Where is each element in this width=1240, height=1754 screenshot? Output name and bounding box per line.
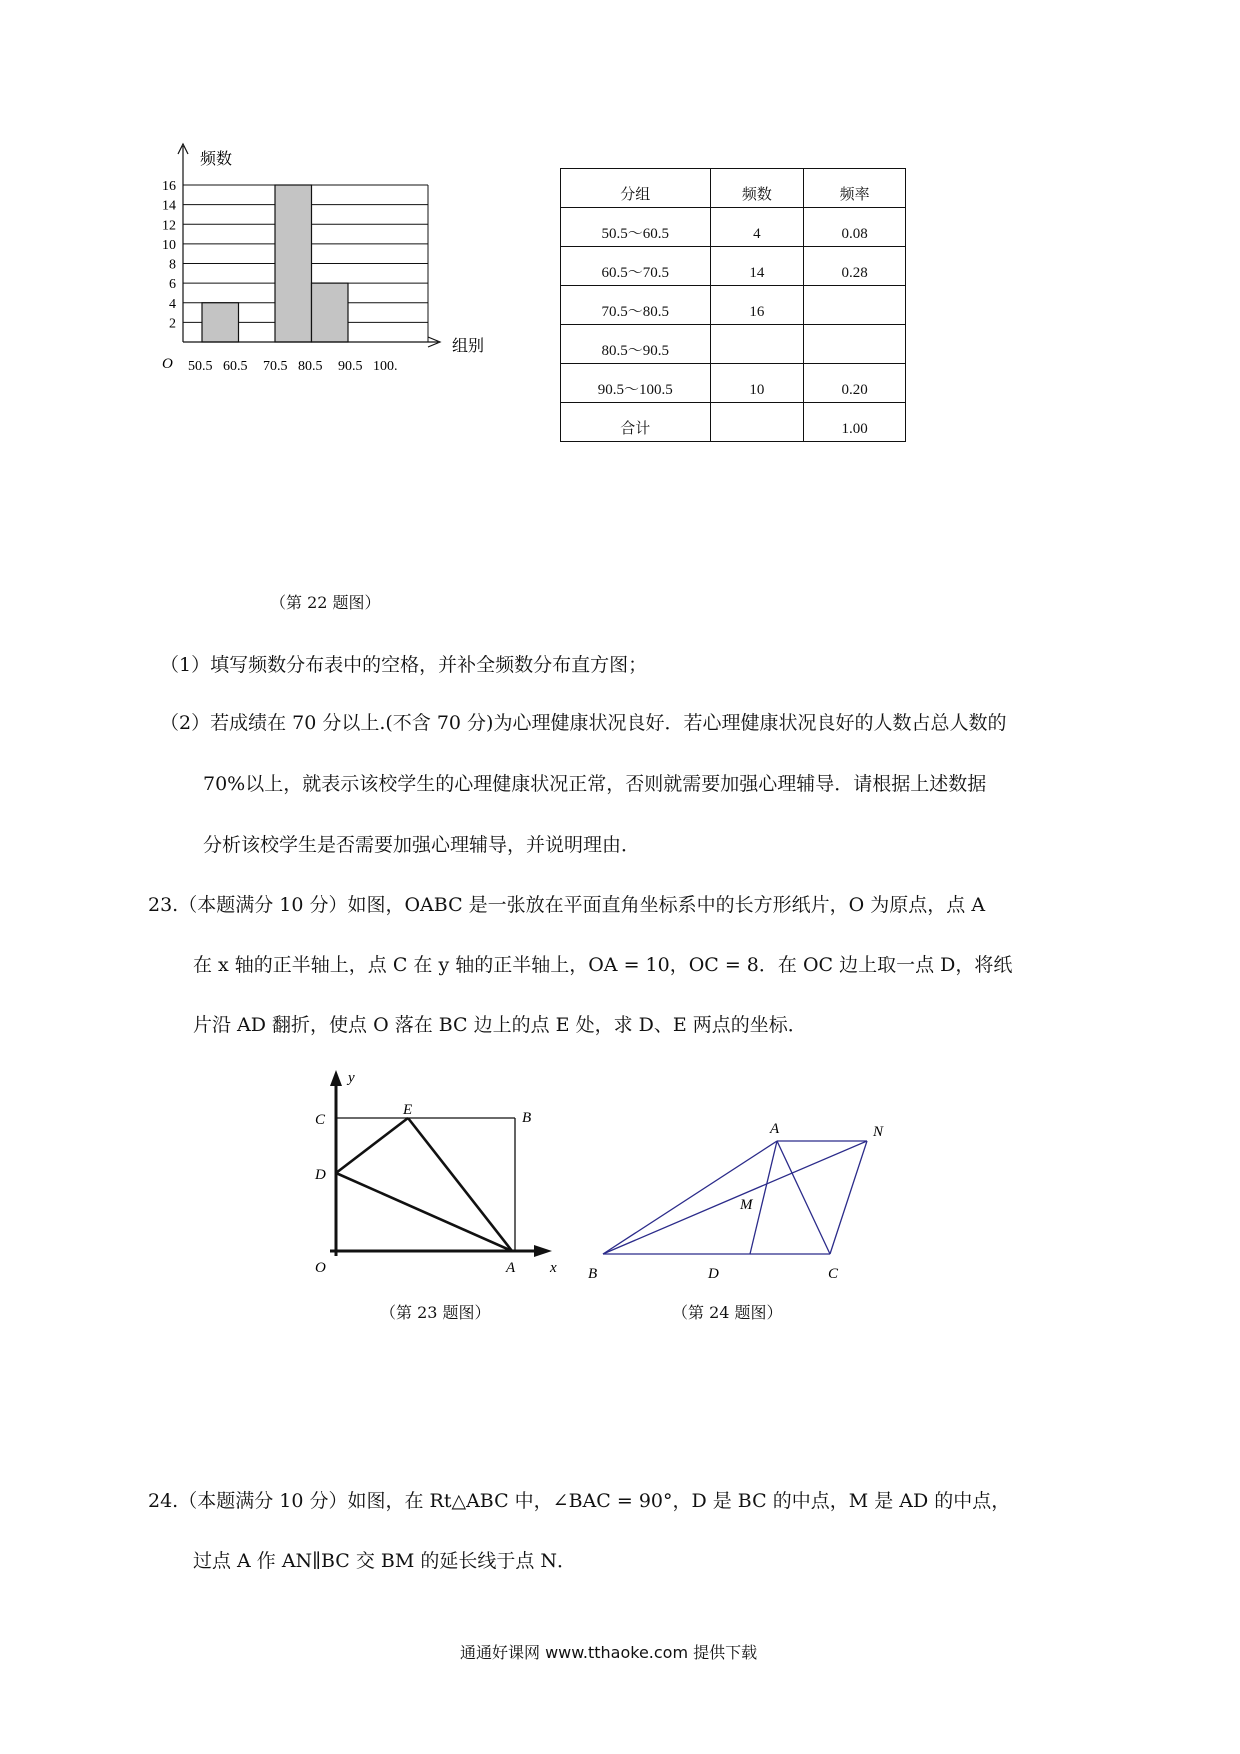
y-tick-label: 8 xyxy=(169,257,176,273)
x-tick-label: 90.5 xyxy=(338,359,363,374)
fig22-caption: （第 22 题图） xyxy=(270,593,381,612)
table-cell: 80.5～90.5 xyxy=(561,325,711,364)
fig23-caption: （第 23 题图） xyxy=(380,1303,491,1322)
x-tick-label: 80.5 xyxy=(298,359,323,374)
fig24-label-n: N xyxy=(873,1124,884,1140)
fig24-label-d: D xyxy=(708,1266,719,1282)
table-cell: 90.5～100.5 xyxy=(561,364,711,403)
x-tick-label: 70.5 xyxy=(263,359,288,374)
histogram-bar xyxy=(312,283,349,342)
frequency-table xyxy=(560,168,906,442)
table-cell: 16 xyxy=(710,286,804,325)
y-tick-label: 16 xyxy=(162,179,176,194)
fig24-caption: （第 24 题图） xyxy=(672,1303,783,1322)
table-cell: 50.5～60.5 xyxy=(561,208,711,247)
x-tick-label: 100. xyxy=(373,359,398,374)
table-row xyxy=(561,364,906,403)
table-cell: 60.5～70.5 xyxy=(561,247,711,286)
fig24-label-a: A xyxy=(770,1121,780,1137)
y-tick-label: 4 xyxy=(169,296,176,312)
table-header-cell: 频数 xyxy=(710,169,804,208)
table-header-row xyxy=(561,169,906,208)
table-cell: 14 xyxy=(710,247,804,286)
table-cell: 70.5～80.5 xyxy=(561,286,711,325)
q24-line2: 过点 A 作 AN∥BC 交 BM 的延长线于点 N． xyxy=(193,1550,577,1572)
table-header-cell: 频率 xyxy=(804,169,906,208)
page-footer: 通通好课网 www.tthaoke.com 提供下载 xyxy=(460,1643,758,1662)
y-axis-label: 频数 xyxy=(200,151,233,168)
table-cell: 合计 xyxy=(561,403,711,442)
x-tick-label: 60.5 xyxy=(223,359,248,374)
q22-part2-line2: 70%以上，就表示该校学生的心理健康状况正常，否则就需要加强心理辅导．请根据上述数据 xyxy=(203,773,987,795)
q22-part1: （1）填写频数分布表中的空格，并补全频数分布直方图； xyxy=(160,654,648,676)
table-header-cell: 分组 xyxy=(561,169,711,208)
fig24-triangle xyxy=(580,1114,900,1289)
frequency-histogram xyxy=(160,140,560,420)
x-axis-label: 组别 xyxy=(452,338,485,355)
fig23-label-a: A xyxy=(506,1260,516,1276)
histogram-bar xyxy=(202,303,239,342)
table-row xyxy=(561,325,906,364)
y-tick-label: 2 xyxy=(169,316,176,332)
y-tick-label: 14 xyxy=(162,198,176,214)
table-cell xyxy=(804,325,906,364)
fig23-label-y: y xyxy=(348,1070,355,1086)
table-cell: 0.20 xyxy=(804,364,906,403)
table-cell xyxy=(804,286,906,325)
q24-line1: 24.（本题满分 10 分）如图，在 Rt△ABC 中，∠BAC = 90°，D 是 BC 的中点，M 是 AD 的中点， xyxy=(148,1490,1011,1512)
table-cell xyxy=(710,325,804,364)
fig24-label-b: B xyxy=(588,1266,598,1282)
y-tick-label: 10 xyxy=(162,237,176,253)
y-tick-label: 12 xyxy=(162,218,176,234)
table-cell: 0.28 xyxy=(804,247,906,286)
fig23-label-d: D xyxy=(315,1167,326,1183)
table-cell: 0.08 xyxy=(804,208,906,247)
fig23-label-b: B xyxy=(522,1110,532,1126)
table-cell xyxy=(710,403,804,442)
y-tick-label: 6 xyxy=(169,277,176,293)
q23-line2: 在 x 轴的正半轴上，点 C 在 y 轴的正半轴上，OA = 10，OC = 8．在 OC 边上取一点 D，将纸 xyxy=(193,954,1013,976)
fig23-label-c: C xyxy=(315,1112,326,1128)
x-tick-label: 50.5 xyxy=(188,359,213,374)
table-row xyxy=(561,208,906,247)
fig23-label-o: O xyxy=(315,1260,326,1276)
fig24-label-c: C xyxy=(828,1266,839,1282)
table-cell: 4 xyxy=(710,208,804,247)
table-cell: 10 xyxy=(710,364,804,403)
q23-line1: 23.（本题满分 10 分）如图，OABC 是一张放在平面直角坐标系中的长方形纸片，O 为原点，点 A xyxy=(148,894,986,916)
table-row xyxy=(561,247,906,286)
origin-label: O xyxy=(162,356,173,372)
histogram-bar xyxy=(275,185,312,342)
q22-part2-line3: 分析该校学生是否需要加强心理辅导，并说明理由． xyxy=(203,834,641,856)
fig23-label-x: x xyxy=(550,1260,557,1276)
fig23-label-e: E xyxy=(403,1102,413,1118)
fig23-rectangle-fold xyxy=(300,1066,580,1276)
q22-part2-line1: （2）若成绩在 70 分以上.(不含 70 分)为心理健康状况良好．若心理健康状况良好的人数占总人数的 xyxy=(160,712,1007,734)
table-row xyxy=(561,286,906,325)
table-cell: 1.00 xyxy=(804,403,906,442)
table-row xyxy=(561,403,906,442)
fig24-label-m: M xyxy=(740,1197,753,1213)
q23-line3: 片沿 AD 翻折，使点 O 落在 BC 边上的点 E 处，求 D、E 两点的坐标． xyxy=(193,1014,807,1036)
